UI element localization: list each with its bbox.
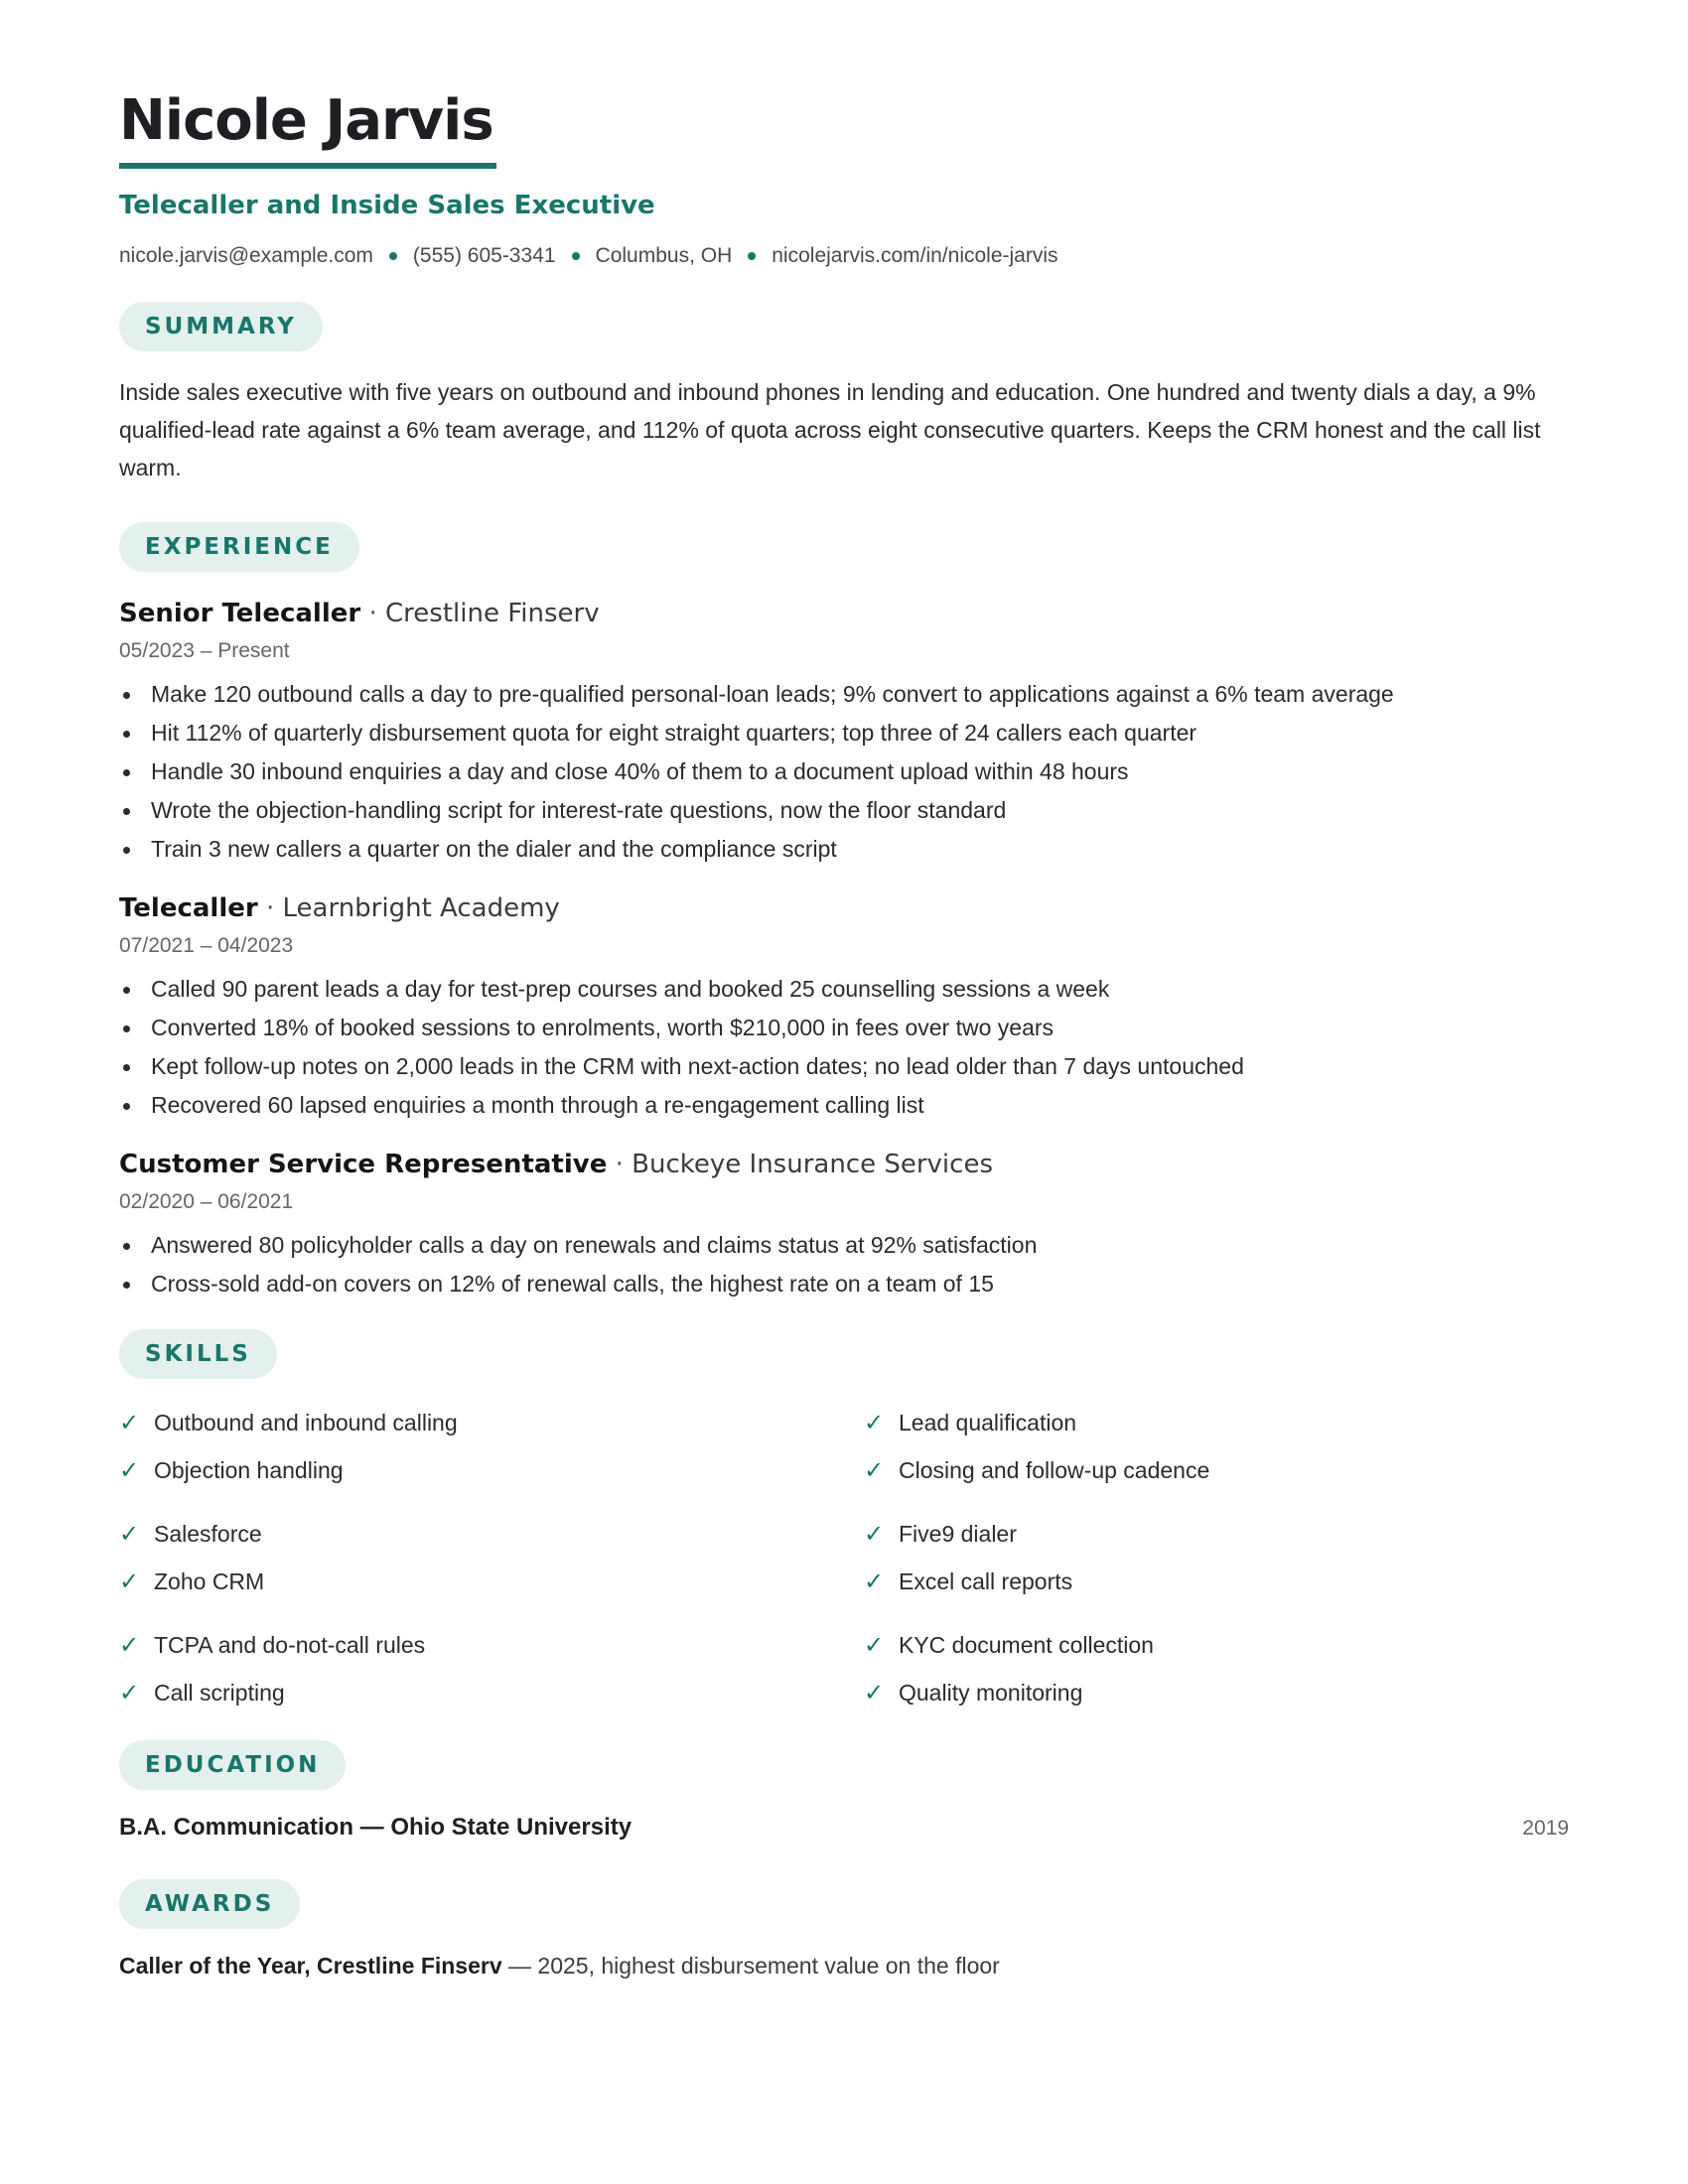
skill-label: Quality monitoring xyxy=(899,1680,1083,1706)
job-bullets xyxy=(119,970,1569,1125)
check-icon: ✓ xyxy=(119,1631,140,1659)
contact-website: nicolejarvis.com/in/nicole-jarvis xyxy=(772,244,1058,267)
skill-item xyxy=(119,1558,864,1605)
check-icon: ✓ xyxy=(864,1631,885,1659)
award-detail: — 2025, highest disbursement value on the floor xyxy=(501,1953,1000,1979)
job-bullet: Hit 112% of quarterly disbursement quota for eight straight quarters; top three of 24 callers each quarter xyxy=(119,714,1569,752)
skill-label: Lead qualification xyxy=(899,1410,1077,1435)
contact-line xyxy=(119,242,1569,270)
candidate-name: Nicole Jarvis xyxy=(119,88,493,153)
skill-label: Objection handling xyxy=(154,1457,344,1483)
skill-group xyxy=(864,1621,1569,1716)
skill-label: Five9 dialer xyxy=(899,1521,1017,1547)
contact-phone: (555) 605-3341 xyxy=(412,244,556,267)
skill-item xyxy=(119,1510,864,1558)
skill-item xyxy=(119,1399,864,1446)
skill-item xyxy=(864,1621,1569,1669)
job-bullet: Kept follow-up notes on 2,000 leads in the CRM with next-action dates; no lead older than 7 days untouched xyxy=(119,1047,1569,1086)
skill-label: TCPA and do-not-call rules xyxy=(154,1632,426,1658)
skill-group xyxy=(119,1399,864,1494)
education-degree: B.A. Communication — Ohio State University xyxy=(119,1814,633,1841)
education-heading: EDUCATION xyxy=(119,1740,346,1790)
job-heading xyxy=(119,1147,1569,1182)
education-section xyxy=(119,1740,1569,1842)
skill-item xyxy=(864,1558,1569,1605)
check-icon: ✓ xyxy=(864,1409,885,1436)
skill-item xyxy=(864,1446,1569,1494)
summary-text: Inside sales executive with five years on outbound and inbound phones in lending and education. One hundred and twenty dials a day, a 9% qualified-lead rate against a 6% team average, and 112% of quota across eight consecutive quarters. Keeps the CRM honest and the call list warm. xyxy=(119,379,1541,480)
job-separator: · xyxy=(607,1150,633,1179)
skill-label: Outbound and inbound calling xyxy=(154,1410,458,1435)
job-heading xyxy=(119,890,1569,926)
check-icon: ✓ xyxy=(864,1568,885,1595)
skill-group xyxy=(864,1510,1569,1605)
check-icon: ✓ xyxy=(119,1409,140,1436)
skill-group xyxy=(119,1621,864,1716)
awards-heading: AWARDS xyxy=(119,1879,300,1929)
award-name: Caller of the Year, Crestline Finserv xyxy=(119,1953,502,1979)
candidate-headline: Telecaller and Inside Sales Executive xyxy=(119,191,655,220)
skill-item xyxy=(119,1621,864,1669)
check-icon: ✓ xyxy=(119,1679,140,1706)
contact-location: Columbus, OH xyxy=(595,244,733,267)
check-icon: ✓ xyxy=(119,1456,140,1484)
experience-list xyxy=(119,596,1569,1303)
job-bullets xyxy=(119,1226,1569,1303)
check-icon: ✓ xyxy=(864,1679,885,1706)
experience-section xyxy=(119,522,1569,1303)
skill-label: Zoho CRM xyxy=(154,1569,265,1594)
job-separator: · xyxy=(257,893,283,923)
job-heading xyxy=(119,596,1569,631)
skill-item xyxy=(864,1510,1569,1558)
job-bullet: Recovered 60 lapsed enquiries a month through a re-engagement calling list xyxy=(119,1086,1569,1125)
awards-section xyxy=(119,1879,1569,1979)
job-bullet: Handle 30 inbound enquiries a day and close 40% of them to a document upload within 48 hours xyxy=(119,752,1569,791)
skill-item xyxy=(119,1669,864,1716)
check-icon: ✓ xyxy=(119,1520,140,1548)
job-company: Learnbright Academy xyxy=(282,893,560,923)
job-entry xyxy=(119,596,1569,869)
skill-label: Call scripting xyxy=(154,1680,285,1706)
education-entry xyxy=(119,1814,1569,1842)
experience-heading: EXPERIENCE xyxy=(119,522,359,572)
skill-item xyxy=(864,1399,1569,1446)
job-bullet: Make 120 outbound calls a day to pre-qualified personal-loan leads; 9% convert to applications against a 6% team average xyxy=(119,675,1569,714)
skill-item xyxy=(864,1669,1569,1716)
skill-group xyxy=(119,1510,864,1605)
contact-email: nicole.jarvis@example.com xyxy=(119,244,373,267)
skill-label: KYC document collection xyxy=(899,1632,1154,1658)
job-bullet: Train 3 new callers a quarter on the dialer and the compliance script xyxy=(119,830,1569,869)
skills-heading: SKILLS xyxy=(119,1329,277,1379)
job-dates: 02/2020 – 06/2021 xyxy=(119,1190,294,1213)
job-company: Crestline Finserv xyxy=(385,599,600,628)
job-company: Buckeye Insurance Services xyxy=(632,1150,993,1179)
job-dates: 05/2023 – Present xyxy=(119,639,290,662)
job-entry xyxy=(119,1147,1569,1303)
skill-label: Closing and follow-up cadence xyxy=(899,1457,1210,1483)
skills-grid xyxy=(119,1399,1569,1732)
check-icon: ✓ xyxy=(119,1568,140,1595)
job-separator: · xyxy=(360,599,386,628)
separator-dot xyxy=(572,252,580,260)
skill-label: Salesforce xyxy=(154,1521,262,1547)
check-icon: ✓ xyxy=(864,1456,885,1484)
job-bullet: Cross-sold add-on covers on 12% of renewal calls, the highest rate on a team of 15 xyxy=(119,1265,1569,1303)
job-bullet: Wrote the objection-handling script for interest-rate questions, now the floor standard xyxy=(119,791,1569,830)
check-icon: ✓ xyxy=(864,1520,885,1548)
name-underline xyxy=(119,163,496,169)
job-bullet: Answered 80 policyholder calls a day on renewals and claims status at 92% satisfaction xyxy=(119,1226,1569,1265)
education-year: 2019 xyxy=(1522,1817,1569,1840)
skill-group xyxy=(864,1399,1569,1494)
separator-dot xyxy=(389,252,397,260)
job-bullet: Converted 18% of booked sessions to enrolments, worth $210,000 in fees over two years xyxy=(119,1009,1569,1047)
job-entry xyxy=(119,890,1569,1125)
skill-item xyxy=(119,1446,864,1494)
job-title: Senior Telecaller xyxy=(119,599,361,628)
job-bullet: Called 90 parent leads a day for test-prep courses and booked 25 counselling sessions a week xyxy=(119,970,1569,1009)
skills-section xyxy=(119,1329,1569,1732)
summary-section xyxy=(119,302,1569,486)
job-title: Telecaller xyxy=(119,893,258,923)
job-bullets xyxy=(119,675,1569,869)
separator-dot xyxy=(748,252,756,260)
job-dates: 07/2021 – 04/2023 xyxy=(119,934,294,957)
skill-label: Excel call reports xyxy=(899,1569,1073,1594)
resume-header xyxy=(119,83,1569,270)
job-title: Customer Service Representative xyxy=(119,1150,608,1179)
award-entry xyxy=(119,1953,1569,1979)
summary-heading: SUMMARY xyxy=(119,302,323,351)
